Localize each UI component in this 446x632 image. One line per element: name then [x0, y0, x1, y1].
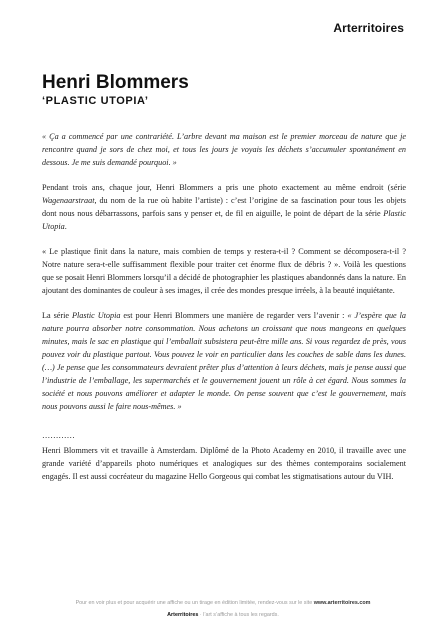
article: [42, 72, 406, 483]
brand-logo: Arterritoires: [333, 21, 404, 35]
intro-quote-text: « Ça a commencé par une contrariété. L’arbre devant ma maison est le premier morceau de nature que je rencontre quand je sors de chez moi, et tous les jours je voyais les déchets s’accumuler spontanément en dessous. Je me suis demandé pourquoi. »: [42, 132, 406, 167]
series-name-wagenaarstraat: Wagenaarstraat: [42, 196, 95, 205]
paragraph-future: [42, 309, 406, 413]
paragraph-future-b: est pour Henri Blommers une manière de regarder vers l’avenir :: [120, 311, 348, 320]
footer-tagline-text: · l’art s’affiche à tous les regards.: [198, 612, 279, 618]
series-name-plastic-utopia: Plastic Utopia: [42, 209, 406, 231]
paragraph-questions: « Le plastique finit dans la nature, mais combien de temps y restera-t-il ? Comment se décomposera-t-il ? Notre nature sera-t-elle suffisamment flexible pour traiter cet énorme flux de débris ? ». Voilà les questions que se posait Henri Blommers lorsqu’il a décidé de photographier les plastiques abandonnés dans la nature. En ajoutant des dominantes de couleur à ses images, il crée des mondes presque irréels, à la beauté inquiétante.: [42, 247, 406, 295]
paragraph-origin-c: .: [64, 222, 67, 231]
article-title: Henri Blommers: [42, 72, 189, 93]
footer-cta-text: Pour en voir plus et pour acquérir une affiche ou un tirage en édition limitée, rendez-vous sur le site: [75, 600, 314, 606]
intro-quote: [42, 130, 406, 169]
footer-website-link[interactable]: www.arterritoires.com: [313, 600, 371, 606]
paragraph-origin-b: , du nom de la rue où habite l’artiste) : c’est l’origine de sa fascination pour tous les objets dont nous nous débarrassons, parfois sans y penser et, de fil en aiguille, le point de départ de la série: [42, 196, 406, 218]
future-quote: « J’espère que la nature pourra absorber notre consommation. Nous achetons un croissant que nous mangeons en quelques minutes, mais le sac en plastique qui l’emballait subsistera peut-être mille ans. Si vous regardez de près, vous pouvez voir du plastique partout. Vous pouvez le voir en particulier dans les couches de sable dans les dunes. (…) Je pense que les consommateurs devraient prêter plus d’attention à leurs déchets, mais je pense aussi que l’industrie de l’emballage, les supermarchés et le gouvernement jouent un rôle à cet égard. Nous sommes la société et nous pouvons améliorer et adapter le monde. On pense souvent que c’est le gouvernement, mais nous pouvons aussi le faire nous-mêmes. »: [42, 311, 406, 411]
footer-brand: Arterritoires: [167, 612, 199, 618]
paragraph-origin-a: Pendant trois ans, chaque jour, Henri Blommers a pris une photo exactement au même endroit (série: [42, 183, 406, 192]
section-separator: …………: [42, 431, 75, 440]
footer-tagline: [0, 612, 446, 618]
series-name-plastic-utopia-2: Plastic Utopia: [72, 311, 121, 320]
paragraph-origin: [42, 181, 406, 233]
article-subtitle: ‘PLASTIC UTOPIA’: [42, 95, 149, 107]
paragraph-future-a: La série: [42, 311, 73, 320]
footer-cta: [0, 600, 446, 606]
artist-bio: Henri Blommers vit et travaille à Amsterdam. Diplômé de la Photo Academy en 2010, il travaille avec une grande variété d’appareils photo numériques et analogiques sur des thèmes contemporains socialement engagés. Il est aussi cocréateur du magazine Hello Gorgeous qui combat les stigmatisations autour du VIH.: [42, 446, 406, 481]
